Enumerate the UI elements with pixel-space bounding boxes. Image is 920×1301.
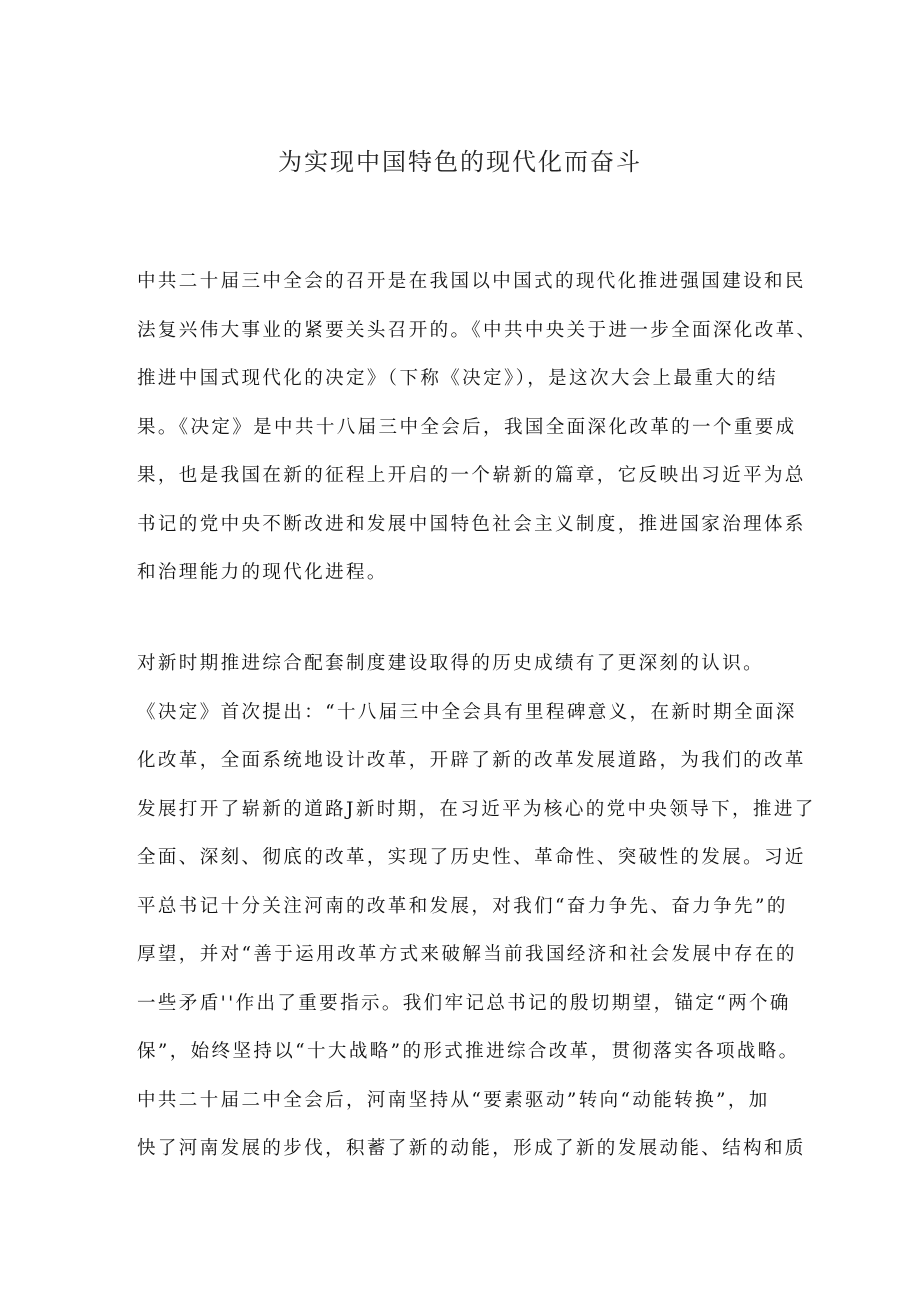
text-line: 《决定》首次提出：“十八届三中全会具有里程碑意义，在新时期全面深 bbox=[137, 701, 797, 723]
text-line: 法复兴伟大事业的紧要关头召开的。《中共中央关于进一步全面深化改革、 bbox=[137, 319, 818, 341]
text-line: 全面、深刻、彻底的改革，实现了历史性、革命性、突破性的发展。习近 bbox=[137, 847, 806, 868]
document-title: 为实现中国特色的现代化而奋斗 bbox=[278, 148, 642, 176]
text-line: 果。《决定》是中共十八届三中全会后，我国全面深化改革的一个重要成 bbox=[137, 416, 797, 438]
text-line: 保”，始终坚持以“十大战略”的形式推进综合改革，贯彻落实各项战略。 bbox=[137, 1041, 800, 1062]
text-line: 中共二十届三中全会的召开是在我国以中国式的现代化推进强国建设和民 bbox=[137, 271, 806, 292]
paragraph-2 bbox=[137, 640, 816, 1174]
text-line: 和治理能力的现代化进程。 bbox=[137, 562, 388, 583]
text-line: 厚望，并对“善于运用改革方式来破解当前我国经济和社会发展中存在的 bbox=[137, 944, 797, 965]
paragraph-1 bbox=[137, 258, 818, 598]
text-line: 中共二十届二中全会后，河南坚持从“要素驱动”转向“动能转换”，加 bbox=[137, 1089, 770, 1111]
text-line: 果，也是我国在新的征程上开启的一个崭新的篇章，它反映出习近平为总 bbox=[137, 465, 806, 486]
text-line: 推进中国式现代化的决定》（下称《决定》），是这次大会上最重大的结 bbox=[137, 368, 779, 389]
text-line: 发展打开了崭新的道路J新时期，在习近平为核心的党中央领导下，推进了 bbox=[137, 798, 816, 820]
text-line: 对新时期推进综合配套制度建设取得的历史成绩有了更深刻的认识。 bbox=[137, 653, 765, 674]
text-line: 书记的党中央不断改进和发展中国特色社会主义制度，推进国家治理体系 bbox=[137, 513, 806, 535]
text-line: 平总书记十分关注河南的改革和发展，对我们“奋力争先、奋力争先”的 bbox=[137, 895, 788, 917]
text-line: 快了河南发展的步伐，积蓄了新的动能，形成了新的发展动能、结构和质 bbox=[137, 1138, 806, 1159]
text-line: 一些矛盾''作出了重要指示。我们牢记总书记的殷切期望，锚定“两个确 bbox=[137, 992, 791, 1014]
text-line: 化改革，全面系统地设计改革，开辟了新的改革发展道路，为我们的改革 bbox=[137, 750, 806, 771]
